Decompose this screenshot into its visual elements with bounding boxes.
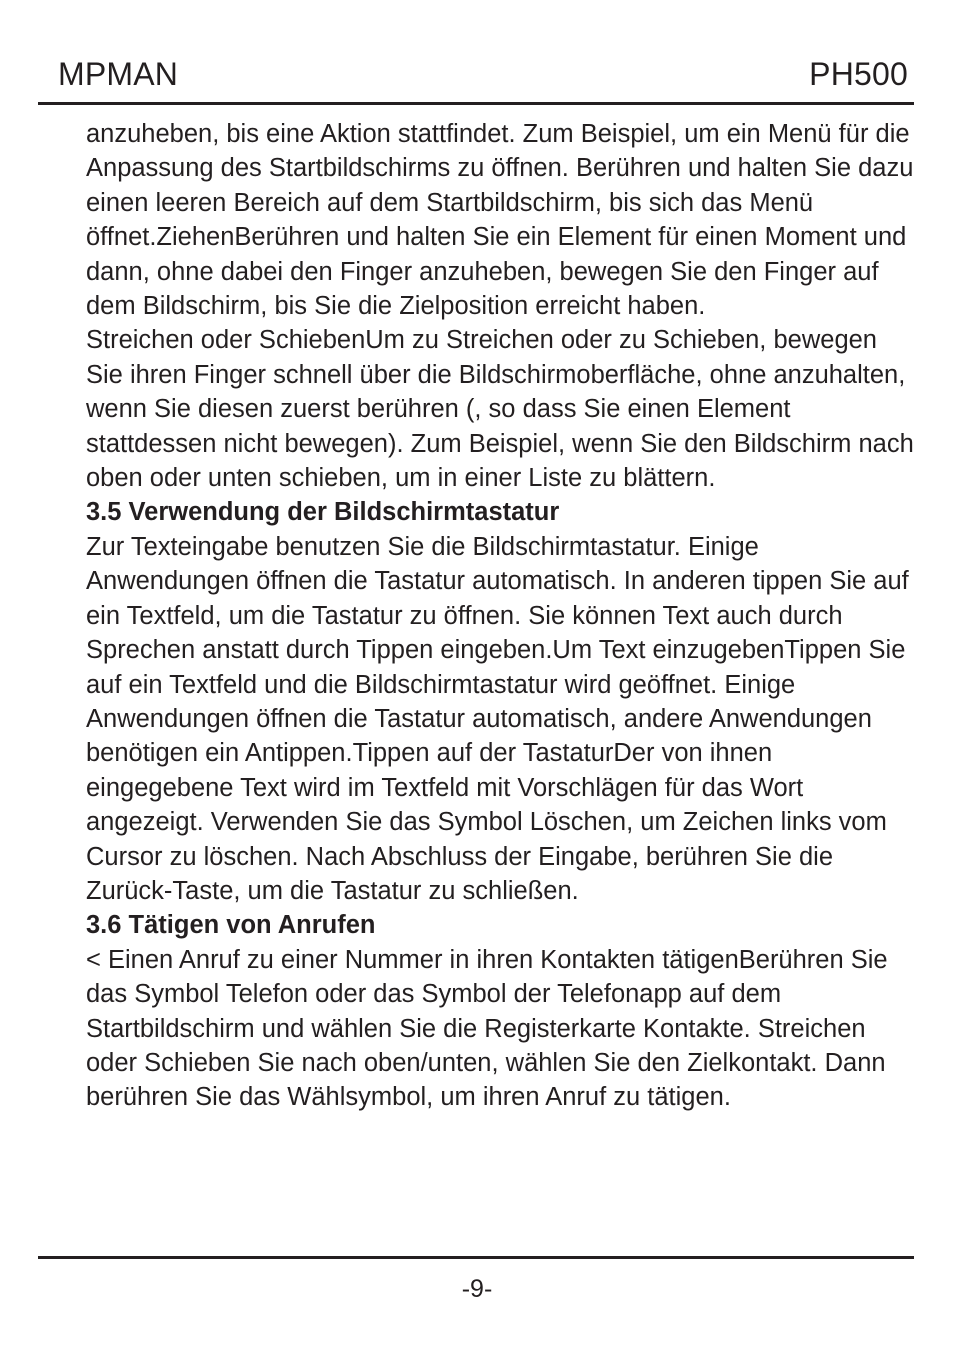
paragraph-gestures-hold-drag: anzuheben, bis eine Aktion stattfindet. Zum Beispiel, um ein Menü für die Anpassung des Startbildschirms zu öffnen. Berühren und halten Sie dazu einen leeren Bereich auf dem Startbildschirm, bis sich das Menü öffnet.ZiehenBerühren und halten Sie ein Element für einen Moment und dann, ohne dabei den Finger anzuheben, bewegen Sie den Finger auf dem Bildschirm, bis Sie die Zielposition erreicht haben.: [86, 120, 914, 321]
brand-name: MPMAN: [58, 56, 179, 92]
section-heading-keyboard: 3.5 Verwendung der Bildschirmtastatur: [86, 498, 560, 527]
page-header: [38, 52, 914, 105]
section-heading-calls: 3.6 Tätigen von Anrufen: [86, 911, 376, 940]
paragraph-calls: < Einen Anruf zu einer Nummer in ihren Kontakten tätigenBerühren Sie das Symbol Telefon oder das Symbol der Telefonapp auf dem Startbildschirm und wählen Sie die Registerkarte Kontakte. Streichen oder Schieben Sie nach oben/unten, wählen Sie den Zielkontakt. Dann berühren Sie das Wählsymbol, um ihren Anruf zu tätigen.: [86, 945, 888, 1112]
model-name: PH500: [809, 56, 908, 92]
paragraph-keyboard: Zur Texteingabe benutzen Sie die Bildschirmtastatur. Einige Anwendungen öffnen die Tastatur automatisch. In anderen tippen Sie auf ein Textfeld, um die Tastatur zu öffnen. Sie können Text auch durch Sprechen anstatt durch Tippen eingeben.Um Text einzugebenTippen Sie auf ein Textfeld und die Bildschirmtastatur wird geöffnet. Einige Anwendungen öffnen die Tastatur automatisch, andere Anwendungen benötigen ein Antippen.Tippen auf der TastaturDer von ihnen eingegebene Text wird im Textfeld mit Vorschlägen für das Wort angezeigt. Verwenden Sie das Symbol Löschen, um Zeichen links vom Cursor zu löschen. Nach Abschluss der Eingabe, berühren Sie die Zurück-Taste, um die Tastatur zu schließen.: [86, 532, 909, 905]
footer-divider: [38, 1256, 914, 1259]
manual-body: [86, 117, 914, 1115]
page-number: -9-: [461, 1275, 493, 1303]
paragraph-swipe-slide: Streichen oder SchiebenUm zu Streichen oder zu Schieben, bewegen Sie ihren Finger schnell über die Bildschirmoberfläche, ohne anzuhalten, wenn Sie diesen zuerst berühren (, so dass Sie einen Element stattdessen nicht bewegen). Zum Beispiel, wenn Sie den Bildschirm nach oben oder unten schieben, um in einer Liste zu blättern.: [86, 326, 914, 493]
